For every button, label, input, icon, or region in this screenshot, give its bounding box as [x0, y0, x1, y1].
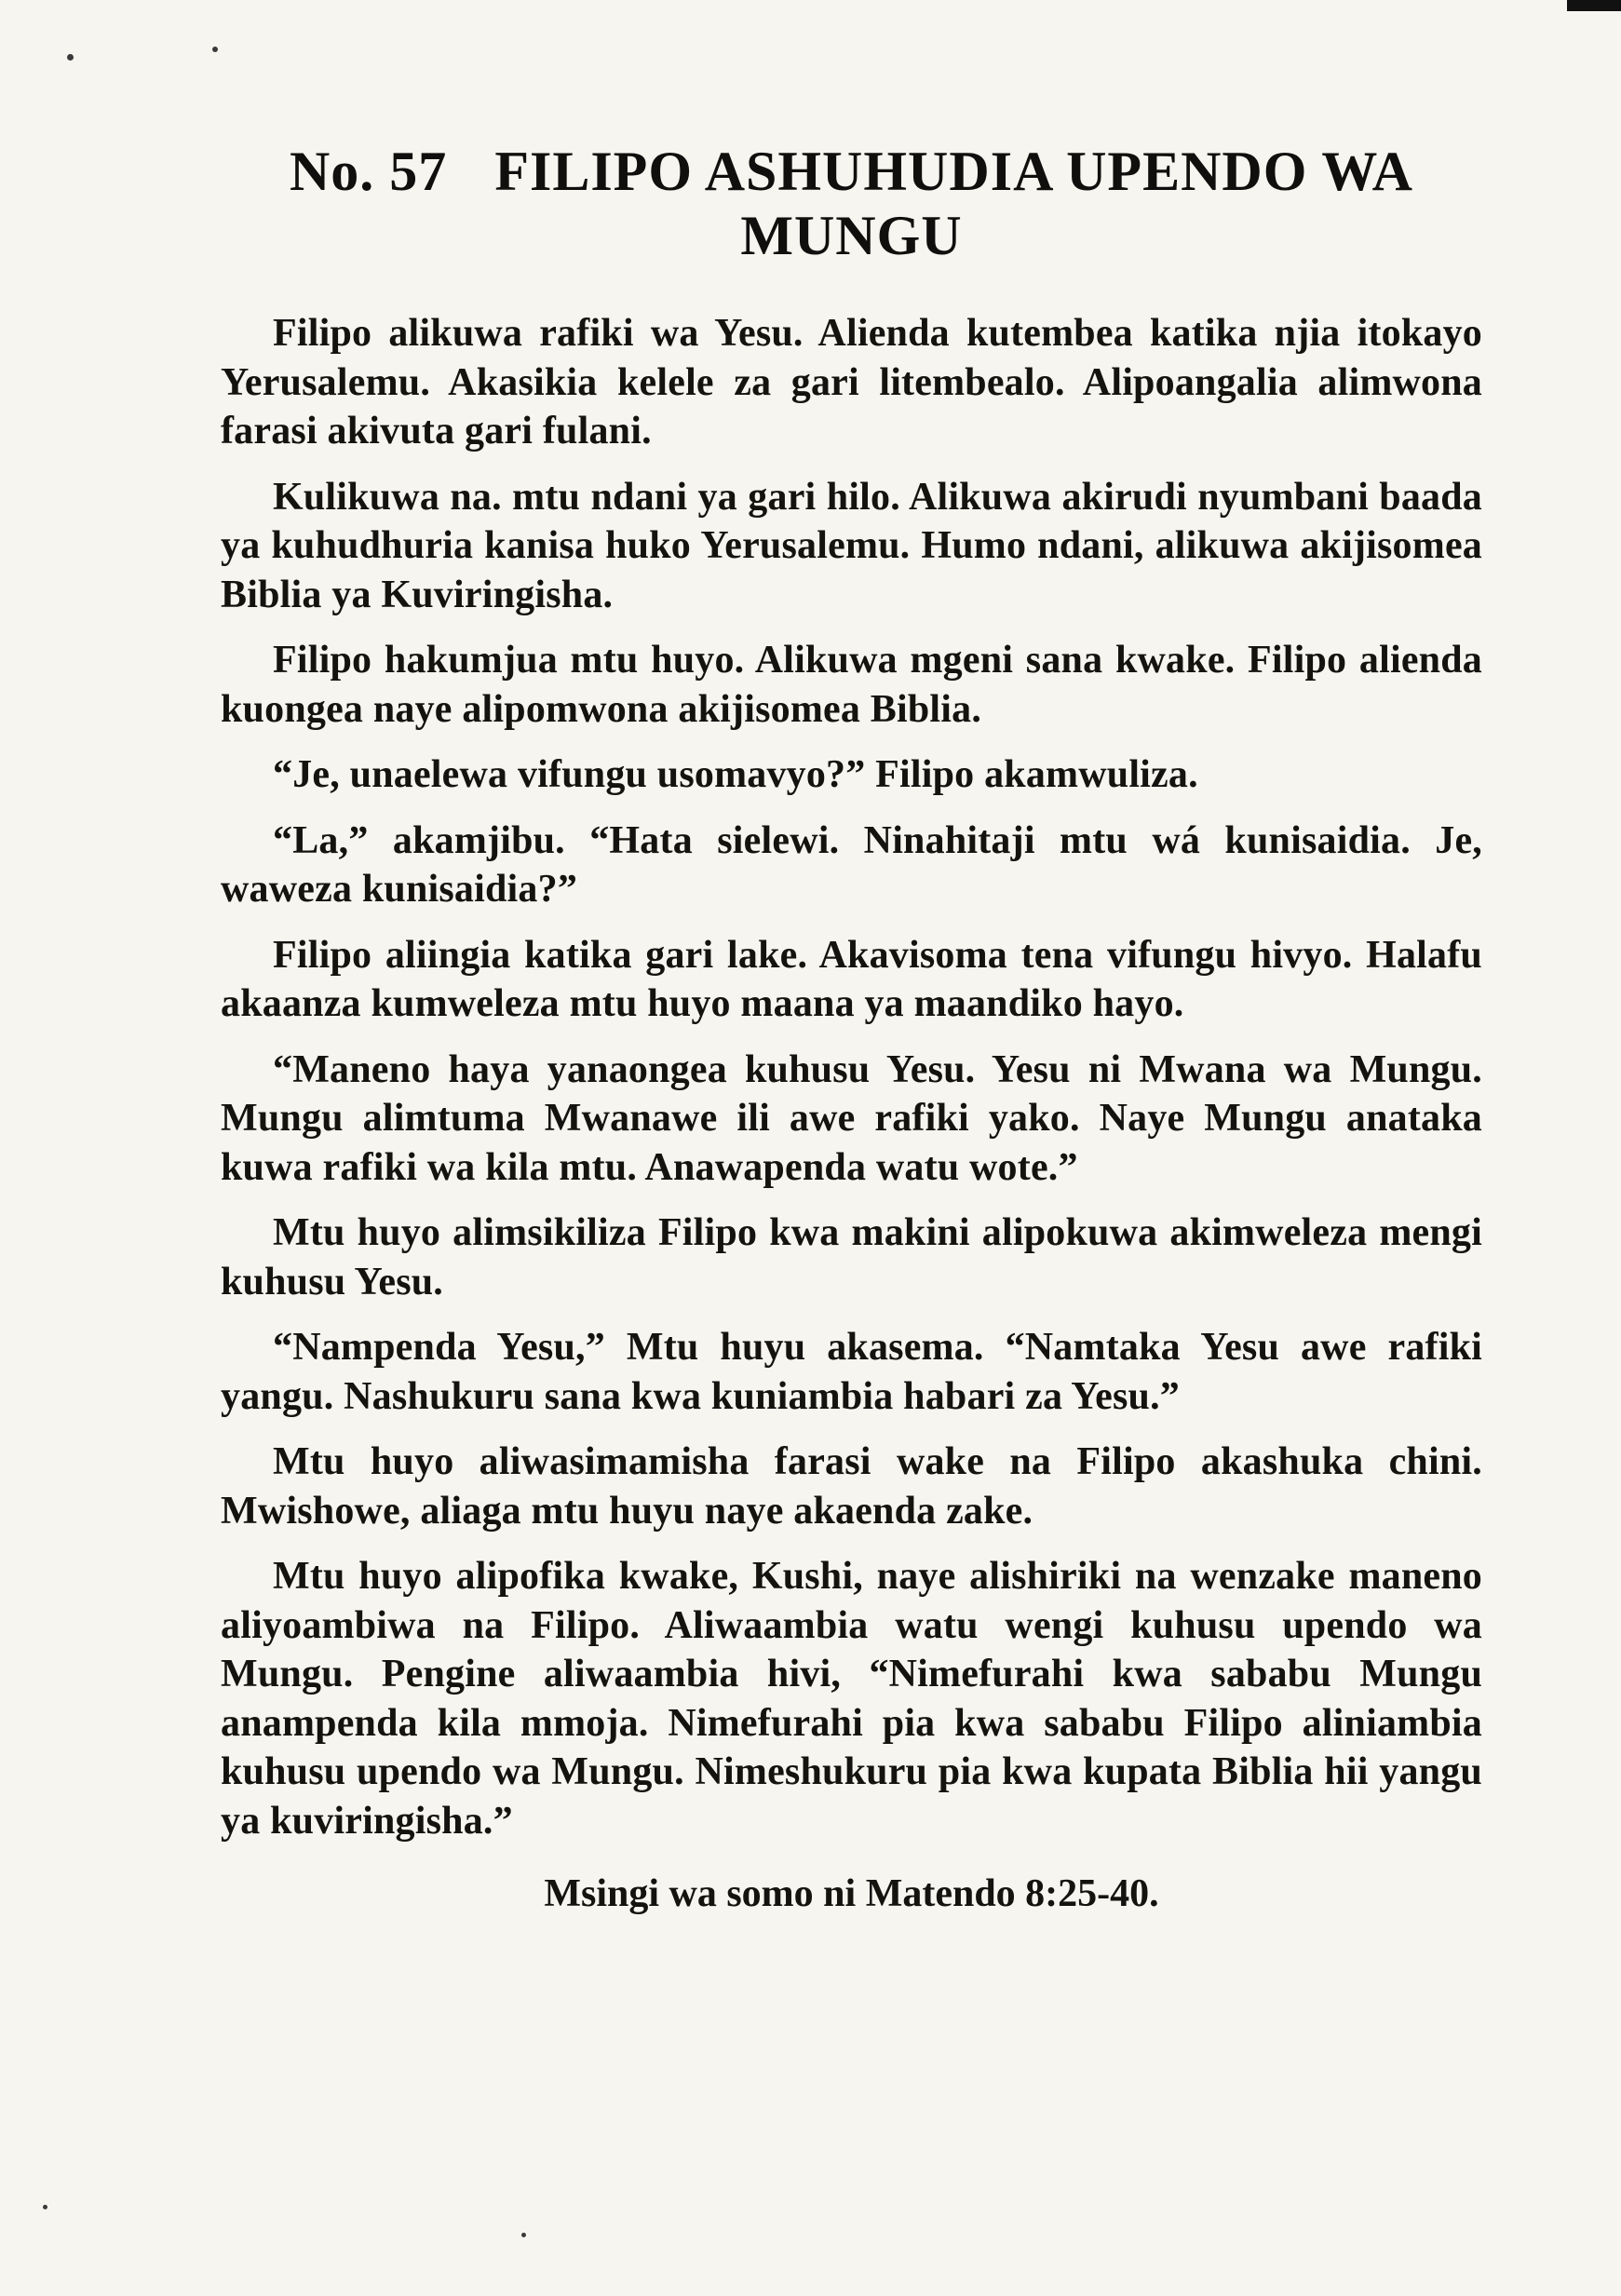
story-paragraph: Mtu huyo alipofika kwake, Kushi, naye alishiriki na wenzake maneno aliyoambiwa na Filipo. Aliwaambia watu wengi kuhusu upendo wa Mungu. Pengine aliwaambia hivi, “Nimefurahi kwa sababu Mungu anampenda kila mmoja. Nimefurahi pia kwa sababu Filipo aliniambia kuhusu upendo wa Mungu. Nimeshukuru pia kwa kupata Biblia hii yangu ya kuviringisha.” — [221, 1555, 1482, 1843]
lesson-title-text: FILIPO ASHUHUDIA UPENDO WA MUNGU — [494, 141, 1414, 266]
scan-speck — [67, 54, 74, 61]
page-title — [221, 140, 1482, 268]
story-paragraph: “Nampenda Yesu,” Mtu huyu akasema. “Namtaka Yesu awe rafiki yangu. Nashukuru sana kwa kuniambia habari za Yesu.” — [221, 1326, 1482, 1418]
lesson-number: No. 57 — [289, 141, 448, 202]
story-paragraph: Filipo aliingia katika gari lake. Akavisoma tena vifungu hivyo. Halafu akaanza kumweleza mtu huyo maana ya maandiko hayo. — [221, 933, 1482, 1025]
scan-speck — [212, 47, 218, 52]
story-paragraph: Mtu huyo alimsikiliza Filipo kwa makini alipokuwa akimweleza mengi kuhusu Yesu. — [221, 1211, 1482, 1303]
story-paragraphs — [221, 309, 1482, 1845]
scan-speck — [43, 2205, 47, 2209]
story-paragraph: “La,” akamjibu. “Hata sielewi. Ninahitaji mtu wá kunisaidia. Je, waweza kunisaidia?” — [221, 818, 1482, 911]
story-paragraph: Filipo alikuwa rafiki wa Yesu. Alienda kutembea katika njia itokayo Yerusalemu. Akasikia kelele za gari litembealo. Alipoangalia alimwona farasi akivuta gari fulani. — [221, 312, 1482, 452]
scripture-reference: Msingi wa somo ni Matendo 8:25-40. — [544, 1872, 1159, 1915]
scan-speck — [521, 2233, 526, 2237]
story-paragraph: Kulikuwa na. mtu ndani ya gari hilo. Alikuwa akirudi nyumbani baada ya kuhudhuria kanisa huko Yerusalemu. Humo ndani, alikuwa akijisomea Biblia ya Kuviringisha. — [221, 475, 1482, 616]
scan-corner-mark — [1567, 0, 1621, 11]
story-paragraph: Filipo hakumjua mtu huyo. Alikuwa mgeni sana kwake. Filipo alienda kuongea naye alipomwona akijisomea Biblia. — [221, 639, 1482, 731]
story-paragraph: “Maneno haya yanaongea kuhusu Yesu. Yesu ni Mwana wa Mungu. Mungu alimtuma Mwanawe ili awe rafiki yako. Naye Mungu anataka kuwa rafiki wa kila mtu. Anawapenda watu wote.” — [221, 1047, 1482, 1189]
story-paragraph: Mtu huyo aliwasimamisha farasi wake na Filipo akashuka chini. Mwishowe, aliaga mtu huyu naye akaenda zake. — [221, 1440, 1482, 1533]
page-content — [221, 140, 1482, 1919]
story-paragraph: “Je, unaelewa vifungu usomavyo?” Filipo akamwuliza. — [273, 753, 1198, 796]
